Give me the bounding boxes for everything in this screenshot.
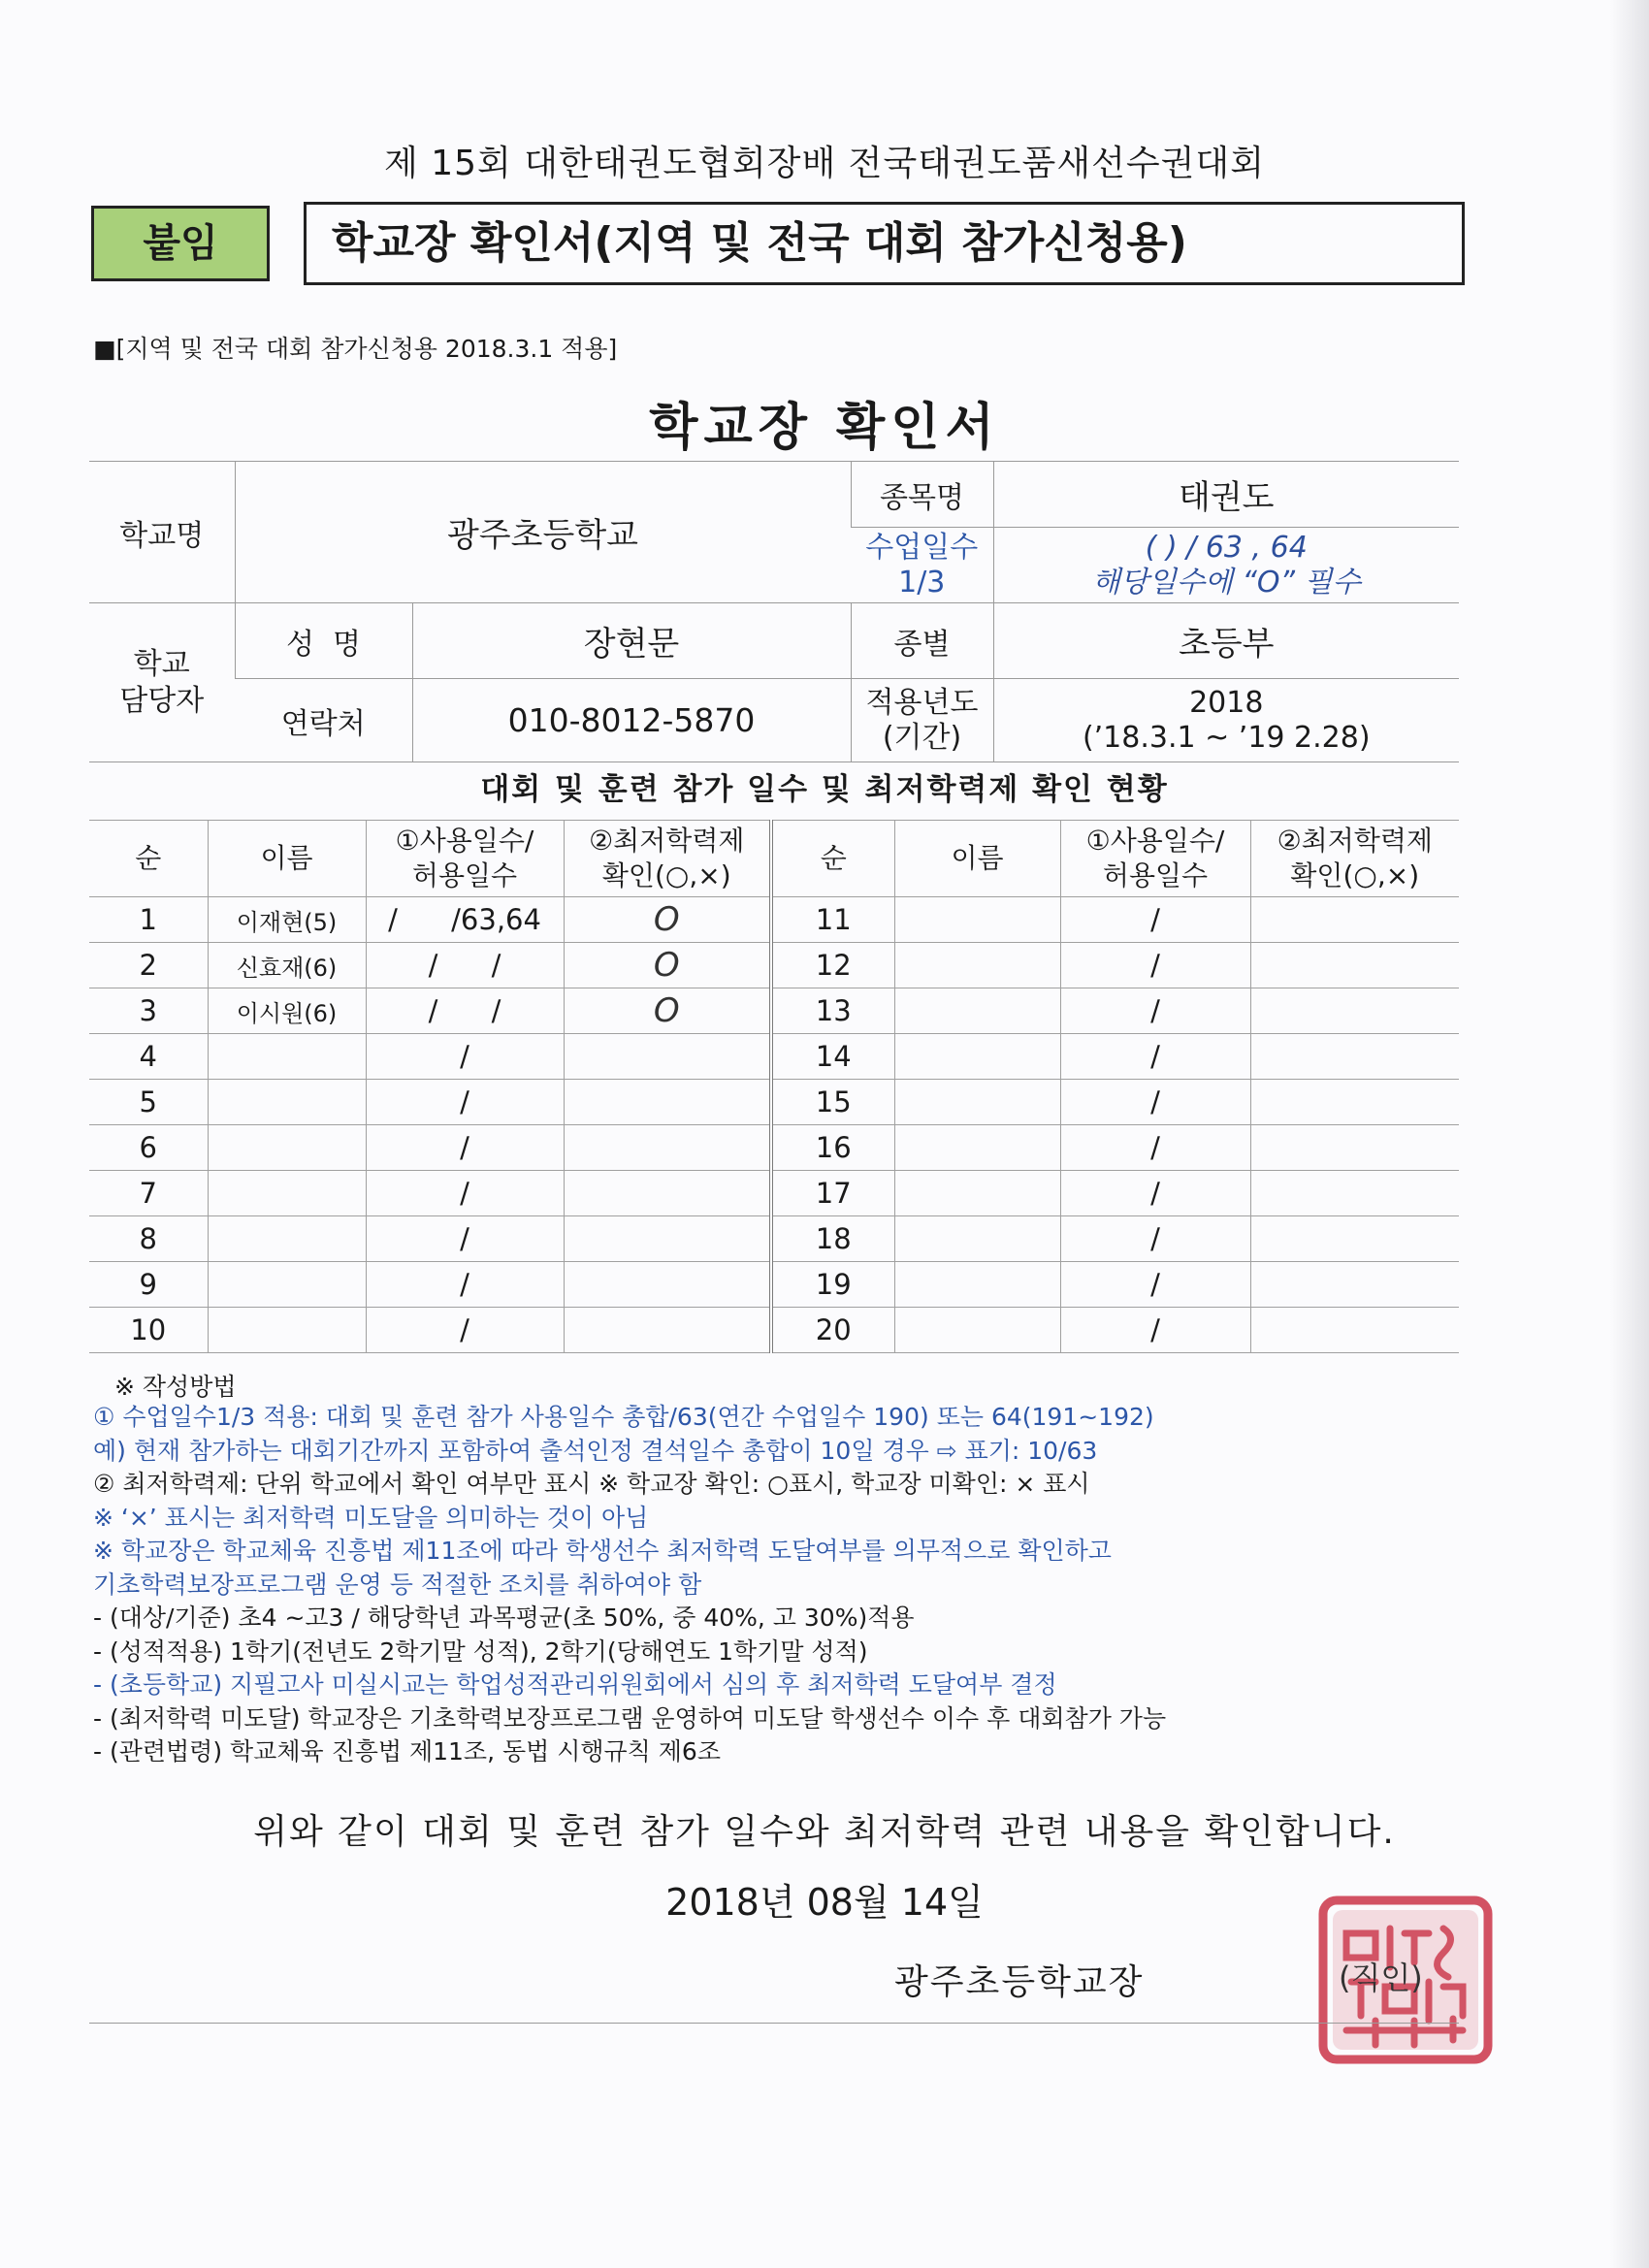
name-value: 장현문 [412,603,851,679]
bottom-rule [89,2023,1459,2024]
name-label: 성 명 [235,603,412,679]
status-row [89,988,1459,1034]
row-no: 2 [89,943,208,988]
row-days: / [366,1216,564,1262]
col-no-right: 순 [771,821,894,897]
col-days-1: ①사용일수/ [395,825,534,857]
status-row [89,1308,1459,1353]
row-no: 6 [89,1125,208,1171]
category-label: 종별 [851,603,993,679]
contact-value: 010-8012-5870 [412,679,851,762]
row-min-mark [564,1171,771,1216]
row-no-right: 12 [771,943,894,988]
col-name-right: 이름 [894,821,1060,897]
row-name: 이재현(5) [208,897,366,943]
row-name: 이시원(6) [208,988,366,1034]
row-min-mark-right [1250,1125,1459,1171]
class-days-label-sub: 1/3 [898,565,946,599]
row-name-right [894,1034,1060,1080]
row-no-right: 14 [771,1034,894,1080]
row-min-mark-right [1250,943,1459,988]
manager-label-2: 담당자 [119,683,205,718]
row-min-mark-right [1250,1262,1459,1308]
row-days: / / [366,988,564,1034]
confirm-date: 2018년 08월 14일 [665,1881,984,1924]
principal-name: 광주초등학교장 [894,1962,1145,2002]
row-days: / /63,64 [366,897,564,943]
row-no: 7 [89,1171,208,1216]
method-heading: ※ 작성방법 [114,1373,237,1401]
class-days-label [851,528,993,603]
method-line: - (관련법령) 학교체육 진흥법 제11조, 동법 시행규칙 제6조 [93,1737,721,1766]
row-no-right: 16 [771,1125,894,1171]
row-name-right [894,1080,1060,1125]
event-value: 태권도 [993,462,1459,528]
status-row [89,1080,1459,1125]
row-days: / [366,1171,564,1216]
scan-edge-shade [1610,0,1649,2268]
row-days: / [366,1125,564,1171]
row-no: 9 [89,1262,208,1308]
row-days-right: / [1060,1034,1250,1080]
row-days-right: / [1060,943,1250,988]
row-days-right: / [1060,897,1250,943]
row-name-right [894,1171,1060,1216]
row-days: / / [366,943,564,988]
method-line: - (최저학력 미도달) 학교장은 기초학력보장프로그램 운영하여 미도달 학생선수 이수 후 대회참가 가능 [93,1703,1167,1733]
row-name [208,1171,366,1216]
row-days-right: / [1060,1171,1250,1216]
row-no: 5 [89,1080,208,1125]
method-line: ※ 학교장은 학교체육 진흥법 제11조에 따라 학생선수 최저학력 도달여부를 의무적으로 확인하고 [93,1537,1112,1565]
row-name [208,1308,366,1353]
status-row [89,1262,1459,1308]
row-name [208,1262,366,1308]
row-min-mark-right [1250,1034,1459,1080]
row-days: / [366,1262,564,1308]
row-min-mark-right [1250,897,1459,943]
class-days-note: 해당일수에 “O” 필수 [1091,565,1361,599]
row-days-right: / [1060,1308,1250,1353]
attach-badge: 붙임 [91,206,270,281]
col-days-right-1: ①사용일수/ [1085,825,1225,857]
event-title: 제 15회 대한태권도협회장배 전국태권도품새선수권대회 [384,144,1265,183]
status-row [89,1034,1459,1080]
row-days: / [366,1080,564,1125]
row-min-mark: O [564,897,771,943]
info-table [89,461,1459,762]
method-line: ② 최저학력제: 단위 학교에서 확인 여부만 표시 ※ 학교장 확인: ○표시, 학교장 미확인: × 표시 [93,1470,1090,1498]
row-min-mark [564,1308,771,1353]
row-days: / [366,1034,564,1080]
row-name-right [894,897,1060,943]
row-min-mark: O [564,943,771,988]
seal-label: (직인) [1339,1960,1423,1996]
row-min-mark-right [1250,1308,1459,1353]
manager-label [89,603,235,762]
row-days-right: / [1060,1216,1250,1262]
row-min-mark-right [1250,1171,1459,1216]
row-min-mark-right [1250,1080,1459,1125]
row-min-mark [564,1216,771,1262]
status-row [89,897,1459,943]
row-days-right: / [1060,1125,1250,1171]
row-no: 10 [89,1308,208,1353]
method-line: ① 수업일수1/3 적용: 대회 및 훈련 참가 사용일수 총합/63(연간 수업일수 190) 또는 64(191~192) [93,1403,1154,1431]
col-min-1: ②최저학력제 [589,825,745,857]
form-title: 학교장 확인서 [649,399,1000,457]
year-value [993,679,1459,762]
col-min [564,821,771,897]
row-min-mark [564,1262,771,1308]
row-min-mark-right [1250,988,1459,1034]
year-label-1: 적용년도 [865,685,979,720]
status-row [89,1171,1459,1216]
method-line: 예) 현재 참가하는 대회기간까지 포함하여 출석인정 결석일수 총합이 10일 경우 ⇨ 표기: 10/63 [93,1436,1098,1465]
school-value: 광주초등학교 [235,462,851,603]
method-line: 기초학력보장프로그램 운영 등 적절한 조치를 취하여야 함 [93,1570,702,1599]
row-no-right: 17 [771,1171,894,1216]
year-value-text: 2018 [1189,685,1264,720]
row-name-right [894,988,1060,1034]
row-days: / [366,1308,564,1353]
row-no: 3 [89,988,208,1034]
method-line: - (성적적용) 1학기(전년도 2학기말 성적), 2학기(당해연도 1학기말 성적) [93,1636,868,1666]
year-label-2: (기간) [882,720,962,755]
row-no: 8 [89,1216,208,1262]
apply-note: ■[지역 및 전국 대회 참가신청용 2018.3.1 적용] [93,335,618,363]
row-name-right [894,1262,1060,1308]
category-value: 초등부 [993,603,1459,679]
row-min-mark [564,1125,771,1171]
row-no: 1 [89,897,208,943]
col-days-right [1060,821,1250,897]
row-name [208,1216,366,1262]
class-days-value [993,528,1459,603]
status-row [89,1125,1459,1171]
event-label: 종목명 [851,462,993,528]
row-name [208,1125,366,1171]
row-name: 신효재(6) [208,943,366,988]
row-no-right: 18 [771,1216,894,1262]
method-line: ※ ‘×’ 표시는 최저학력 미도달을 의미하는 것이 아님 [93,1503,649,1532]
col-name: 이름 [208,821,366,897]
confirm-text: 위와 같이 대회 및 훈련 참가 일수와 최저학력 관련 내용을 확인합니다. [253,1812,1396,1852]
row-min-mark [564,1080,771,1125]
row-min-mark: O [564,988,771,1034]
document-title-box: 학교장 확인서(지역 및 전국 대회 참가신청용) [304,202,1465,285]
col-min-2: 확인(○,×) [601,859,731,891]
row-no-right: 11 [771,897,894,943]
contact-label: 연락처 [235,679,412,762]
col-days-2: 허용일수 [411,859,518,891]
row-no-right: 15 [771,1080,894,1125]
class-days-input: ( ) / 63 , 64 [1145,530,1308,565]
row-no: 4 [89,1034,208,1080]
col-min-right-1: ②최저학력제 [1277,825,1433,857]
col-days-right-2: 허용일수 [1102,859,1209,891]
row-no-right: 19 [771,1262,894,1308]
row-min-mark [564,1034,771,1080]
row-days-right: / [1060,1080,1250,1125]
manager-label-1: 학교 [133,646,190,681]
method-line: - (대상/기준) 초4 ~고3 / 해당학년 과목평균(초 50%, 중 40%, 고 30%)적용 [93,1604,915,1632]
row-name-right [894,1216,1060,1262]
school-label: 학교명 [89,462,235,603]
year-label [851,679,993,762]
method-line: - (초등학교) 지필고사 미실시교는 학업성적관리위원회에서 심의 후 최저학력 도달여부 결정 [93,1670,1057,1699]
year-period: (’18.3.1 ~ ’19 2.28) [1082,720,1371,755]
row-no-right: 20 [771,1308,894,1353]
row-days-right: / [1060,988,1250,1034]
row-name-right [894,1125,1060,1171]
col-days [366,821,564,897]
row-name [208,1034,366,1080]
row-name-right [894,943,1060,988]
status-row [89,943,1459,988]
row-no-right: 13 [771,988,894,1034]
row-name [208,1080,366,1125]
status-heading: 대회 및 훈련 참가 일수 및 최저학력제 확인 현황 [480,772,1169,807]
col-no: 순 [89,821,208,897]
row-min-mark-right [1250,1216,1459,1262]
col-min-right-2: 확인(○,×) [1290,859,1420,891]
class-days-label-text: 수업일수 [865,530,979,565]
status-row [89,1216,1459,1262]
row-days-right: / [1060,1262,1250,1308]
row-name-right [894,1308,1060,1353]
col-min-right [1250,821,1459,897]
status-table [89,820,1459,1353]
